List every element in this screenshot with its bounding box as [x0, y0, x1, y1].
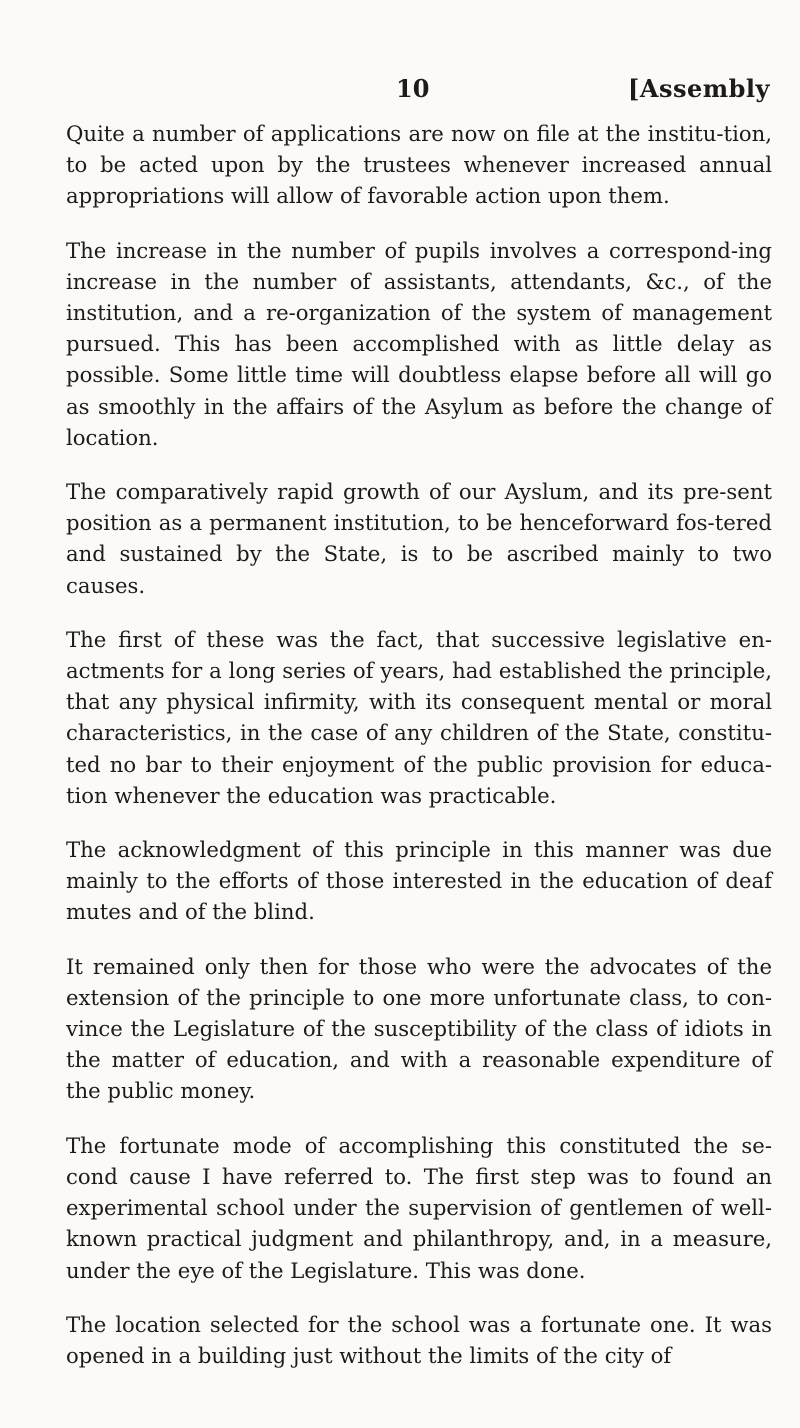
paragraph-acknowledgment: The acknowledgment of this principle in this manner was due mainly to the efforts of those interested in the education of deaf mutes and of the blind. — [66, 837, 772, 925]
running-head: [Assembly — [627, 74, 770, 103]
paragraph-rapid-growth: The comparatively rapid growth of our Ayslum, and its pre-sent position as a permanent institution, to be henceforward fos-tered and sustained by the State, is to be ascribed mainly to two causes. — [66, 479, 772, 598]
paragraph-pupils-increase: The increase in the number of pupils involves a correspond-ing increase in the number of assistants, attendants, &c., of the institution, and a re-organization of the system of management pursued. This has been accomplished with as little delay as possible. Some little time will doubtless elapse before all will go as smoothly in the affairs of the Asylum as before the change of location. — [66, 237, 772, 450]
paragraph-applications: Quite a number of applications are now on file at the institu-tion, to be acted upon by the trustees whenever increased annual appropriations will allow of favorable action upon them. — [66, 121, 772, 209]
page-header — [0, 74, 800, 114]
body-text — [66, 118, 772, 1394]
page-number: 10 — [396, 74, 430, 103]
paragraph-first-cause: The first of these was the fact, that successive legislative en-actments for a long series of years, had established the principle, that any physical infirmity, with its consequent mental or moral characteristics, in the case of any children of the State, constitu-ted no bar to their enjoyment of the public provision for educa-tion whenever the education was practicable. — [66, 626, 772, 808]
paragraph-location: The location selected for the school was a fortunate one. It was opened in a building just without the limits of the city of — [66, 1311, 772, 1368]
paragraph-second-cause: The fortunate mode of accomplishing this constituted the se-cond cause I have referred to. The first step was to found an experimental school under the supervision of gentlemen of well-known practical judgment and philanthropy, and, in a measure, under the eye of the Legislature. This was done. — [66, 1132, 772, 1283]
paragraph-advocates: It remained only then for those who were the advocates of the extension of the principle to one more unfortunate class, to con-vince the Legislature of the susceptibility of the class of idiots in the matter of education, and with a reasonable expenditure of the public money. — [66, 953, 772, 1104]
